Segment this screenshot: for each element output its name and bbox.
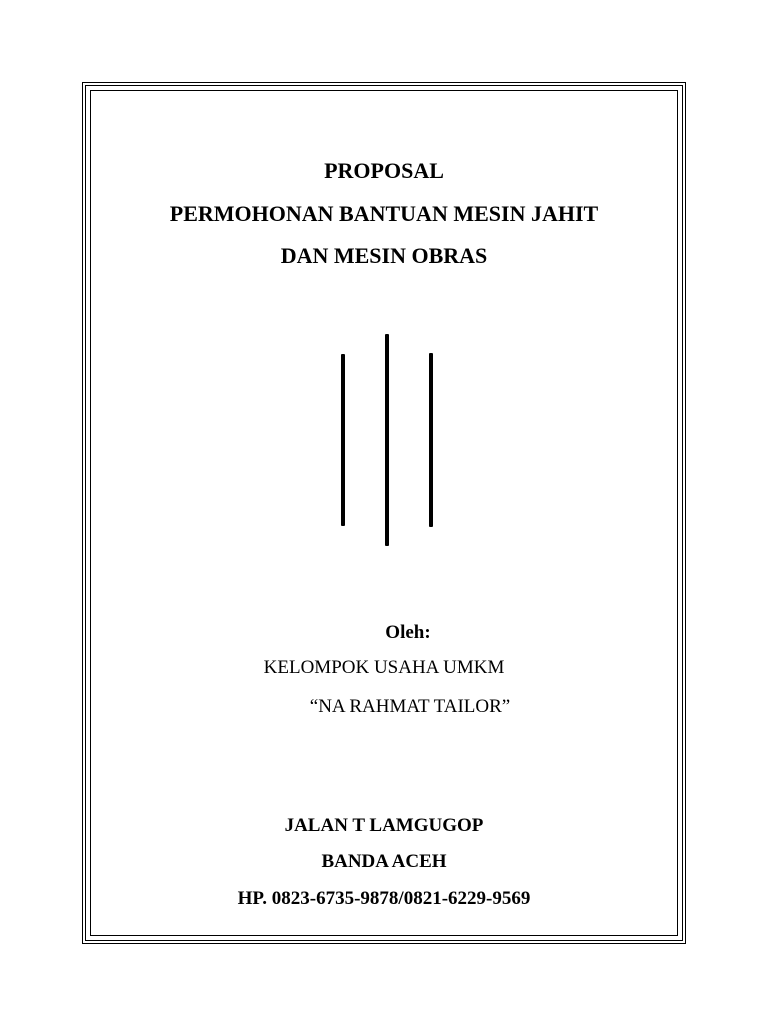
group-name: KELOMPOK USAHA UMKM <box>263 657 505 678</box>
proposal-subtitle-line-1: PERMOHONAN BANTUAN MESIN JAHIT <box>169 201 599 226</box>
proposal-title: PROPOSAL <box>324 158 444 183</box>
decorative-bar-middle <box>385 334 389 546</box>
address-street: JALAN T LAMGUGOP <box>284 815 484 836</box>
decorative-bar-right <box>429 353 433 527</box>
proposal-subtitle-line-2: DAN MESIN OBRAS <box>280 243 488 268</box>
business-name: “NA RAHMAT TAILOR” <box>309 696 511 717</box>
address-city: BANDA ACEH <box>321 851 447 872</box>
decorative-bar-left <box>341 354 345 526</box>
by-label: Oleh: <box>385 622 431 643</box>
contact-phone: HP. 0823-6735-9878/0821-6229-9569 <box>237 888 531 909</box>
